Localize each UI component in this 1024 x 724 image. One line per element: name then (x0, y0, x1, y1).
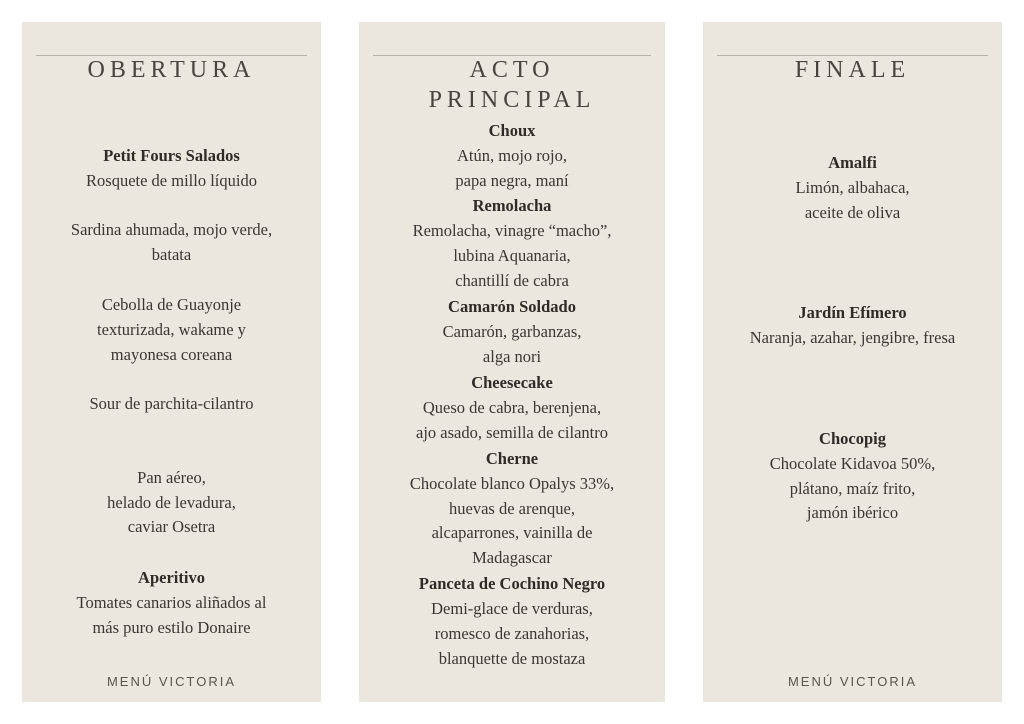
menu-footer: MENÚ VICTORIA (106, 674, 237, 689)
dish-line: chantillí de cabra (455, 271, 569, 290)
dish-line: batata (151, 245, 192, 264)
dish-line: huevas de arenque, (449, 499, 575, 518)
dish-line: Madagascar (472, 548, 552, 567)
dish-line: Chocolate blanco Opalys 33%, (409, 474, 615, 493)
dish-line: alcaparrones, vainilla de (431, 523, 593, 542)
section-title: OBERTURA (87, 57, 256, 83)
dish-heading: Jardín Efímero (798, 303, 907, 322)
dish-line: alga nori (482, 347, 542, 366)
dish-line: mayonesa coreana (110, 345, 233, 364)
dish-line: Remolacha, vinagre “macho”, (412, 221, 612, 240)
dish-line: texturizada, wakame y (97, 320, 246, 339)
dish-line: ajo asado, semilla de cilantro (416, 423, 608, 442)
top-rule (717, 55, 988, 56)
dish-line: jamón ibérico (806, 503, 899, 522)
menu-card-obertura (22, 22, 321, 702)
section-title: FINALE (794, 57, 911, 83)
dish-heading: Aperitivo (138, 568, 205, 587)
dish-line: Sardina ahumada, mojo verde, (70, 220, 273, 239)
dish-line: Demi-glace de verduras, (431, 599, 593, 618)
dish-line: Pan aéreo, (137, 468, 206, 487)
dish-line: lubina Aquanaria, (453, 246, 571, 265)
dish-heading: Camarón Soldado (448, 297, 576, 316)
section-title (359, 55, 665, 115)
dish-heading: Choux (488, 121, 536, 140)
dish-line: Cebolla de Guayonje (101, 295, 242, 314)
dish-heading: Cheesecake (471, 373, 553, 392)
dish-heading: Panceta de Cochino Negro (418, 574, 606, 593)
dish-line: blanquette de mostaza (438, 649, 586, 668)
dish-line: Queso de cabra, berenjena, (422, 398, 602, 417)
dish-line: romesco de zanahorias, (434, 624, 590, 643)
dish-line: papa negra, maní (455, 171, 569, 190)
dish-heading: Amalfi (828, 153, 877, 172)
dish-line: Camarón, garbanzas, (442, 322, 582, 341)
dish-line: aceite de oliva (804, 203, 901, 222)
dish-heading: Chocopig (819, 429, 886, 448)
dish-line: plátano, maíz frito, (789, 479, 916, 498)
section-title-line: ACTO (469, 57, 555, 83)
dish-heading: Remolacha (472, 196, 552, 215)
menu-card-finale (703, 22, 1002, 702)
menu-footer: MENÚ VICTORIA (787, 674, 918, 689)
section-title-line: PRINCIPAL (428, 87, 596, 113)
dish-line: más puro estilo Donaire (92, 618, 251, 637)
dish-line: Naranja, azahar, jengibre, fresa (749, 328, 956, 347)
dish-line: Sour de parchita-cilantro (89, 394, 254, 413)
dish-line: Tomates canarios aliñados al (76, 593, 267, 612)
dish-line: Rosquete de millo líquido (86, 171, 257, 190)
dish-line: Chocolate Kidavoa 50%, (769, 454, 936, 473)
dish-line: helado de levadura, (107, 493, 236, 512)
dish-heading: Petit Fours Salados (103, 146, 240, 165)
dish-line: Limón, albahaca, (795, 178, 910, 197)
menu-card-principal (359, 22, 665, 702)
dish-heading: Cherne (485, 449, 539, 468)
dish-line: Atún, mojo rojo, (457, 146, 567, 165)
top-rule (36, 55, 307, 56)
dish-line: caviar Osetra (127, 517, 216, 536)
